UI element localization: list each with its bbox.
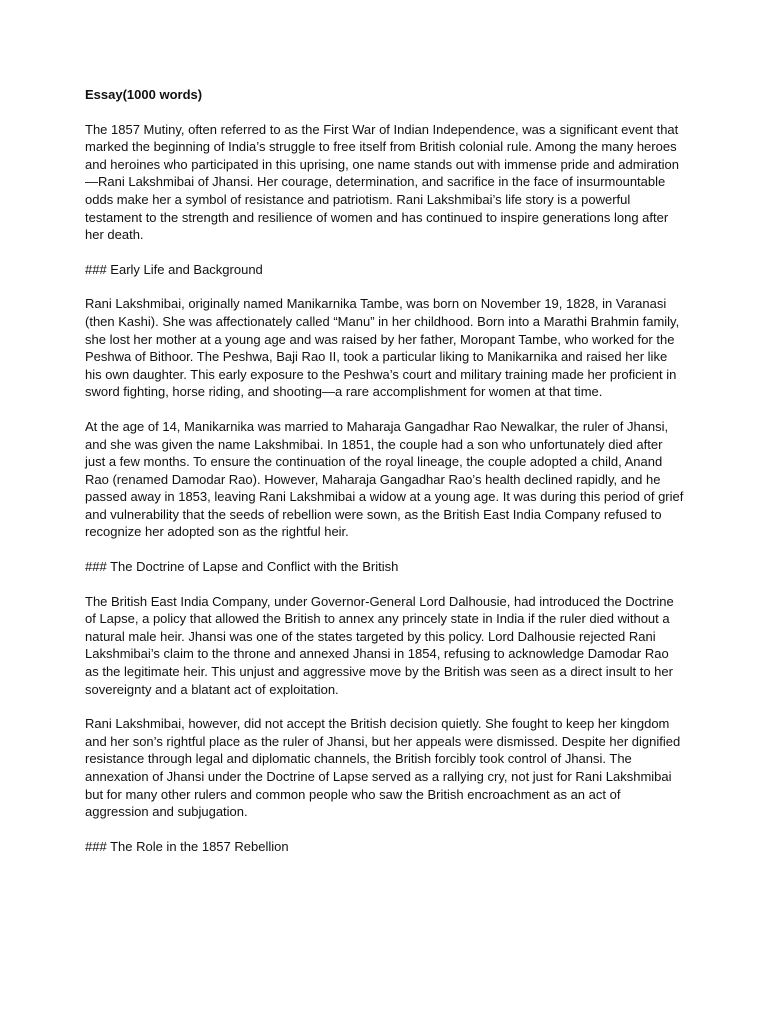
paragraph-intro: The 1857 Mutiny, often referred to as the First War of Indian Independence, was a significant event that marked the beginning of India’s struggle to free itself from British colonial rule. Among the many heroes and heroines who participated in this uprising, one name stands out with immense pride and admiration—Rani Lakshmibai of Jhansi. Her courage, determination, and sacrifice in the face of insurmountable odds make her a symbol of resistance and patriotism. Rani Lakshmibai’s life story is a powerful testament to the strength and resilience of women and has continued to inspire generations long after her death. (85, 121, 680, 243)
paragraph-marriage: At the age of 14, Manikarnika was married to Maharaja Gangadhar Rao Newalkar, the ruler of Jhansi, and she was given the name Lakshmibai. In 1851, the couple had a son who unfortunately died after just a few months. To ensure the continuation of the royal lineage, the couple adopted a child, Anand Rao (renamed Damodar Rao). However, Maharaja Gangadhar Rao’s health declined rapidly, and he passed away in 1853, leaving Rani Lakshmibai a widow at a young age. It was during this period of grief and vulnerability that the seeds of rebellion were sown, as the British East India Company refused to recognize her adopted son as the rightful heir. (85, 418, 684, 540)
document-page (85, 86, 685, 872)
paragraph-resistance: Rani Lakshmibai, however, did not accept the British decision quietly. She fought to keep her kingdom and her son’s rightful place as the ruler of Jhansi, but her appeals were dismissed. Despite her dignified resistance through legal and diplomatic channels, the British forcibly took control of Jhansi. The annexation of Jhansi under the Doctrine of Lapse served as a rallying cry, not just for Rani Lakshmibai but for many other rulers and common people who saw the British encroachment as an act of aggression and subjugation. (85, 716, 681, 820)
paragraph-doctrine: The British East India Company, under Governor-General Lord Dalhousie, had introduced the Doctrine of Lapse, a policy that allowed the British to annex any princely state in India if the ruler died without a natural male heir. Jhansi was one of the states targeted by this policy. Lord Dalhousie rejected Rani Lakshmibai’s claim to the throne and annexed Jhansi in 1854, refusing to acknowledge Damodar Rao as the legitimate heir. This unjust and aggressive move by the British was seen as a direct insult to her sovereignty and a blatant act of exploitation. (85, 593, 674, 697)
section-heading-doctrine: ### The Doctrine of Lapse and Conflict with the British (85, 559, 399, 575)
essay-title: Essay(1000 words) (85, 87, 203, 102)
section-heading-early-life: ### Early Life and Background (85, 261, 263, 277)
paragraph-early-life: Rani Lakshmibai, originally named Manikarnika Tambe, was born on November 19, 1828, in Varanasi (then Kashi). She was affectionately called “Manu” in her childhood. Born into a Marathi Brahmin family, she lost her mother at a young age and was raised by her father, Moropant Tambe, who worked for the Peshwa of Bithoor. The Peshwa, Baji Rao II, took a particular liking to Manikarnika and raised her like his own daughter. This early exposure to the Peshwa’s court and military training made her proficient in sword fighting, horse riding, and shooting—a rare accomplishment for women at that time. (85, 296, 680, 400)
section-heading-rebellion: ### The Role in the 1857 Rebellion (85, 838, 289, 854)
